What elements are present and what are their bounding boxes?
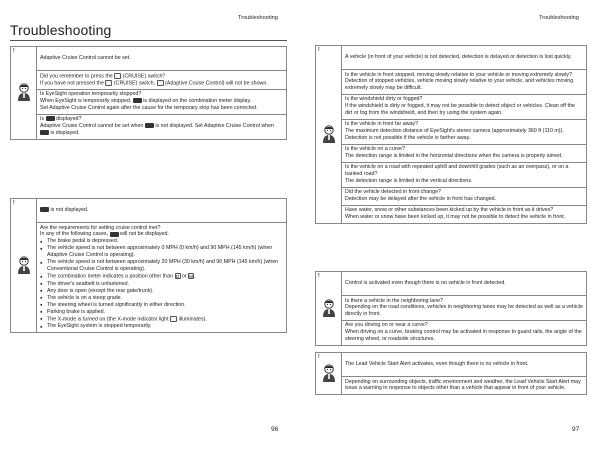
right-page (300, 0, 600, 450)
check-title: Is the vehicle on a curve? (345, 146, 406, 153)
symptom-text: is not displayed. (50, 207, 89, 213)
check-text: Depending on the road conditions, vehicles in neighboring lanes may be detected as well as a vehicle directly in front. (345, 304, 583, 318)
symptom-icon-cell (316, 272, 342, 346)
check-title: Are you driving on or near a curve? (345, 322, 428, 329)
symptom-icon-cell (316, 353, 342, 395)
check-text: When driving on a curve, braking control may be activated in response to guard rails, the angle of the steering wheel, or roadside structures. (345, 329, 582, 343)
list-item: ● The steering wheel is turned significantly in either direction. (40, 302, 283, 309)
eyesight-stop-icon (133, 98, 142, 103)
check-text: is not displayed. Set Adaptive Cruise Control when (155, 123, 274, 130)
symptom-text (37, 199, 287, 223)
list-item-text: illuminates). (178, 316, 207, 323)
check-text: Did you remember to press the (40, 72, 113, 79)
running-head: Troubleshooting (238, 15, 278, 21)
list-item-text: The X-mode is turned on (the X-mode indicator light (47, 316, 169, 323)
check-title: Is the vehicle in front stopped, moving slowly relative to your vehicle or moving extremely slowly? (345, 71, 572, 78)
check-row (342, 296, 587, 321)
check-text: If the windshield is dirty or fogged, it may not be possible to detect object or vehicles. Clean off the dirt or fog from the windshield, and then try using the system again. (345, 103, 575, 117)
warning-icon: ! (13, 48, 15, 54)
list-item: ● The vehicle speed is not between approximately 0 MPH (0 km/h) and 90 MPH (145 km/h) (when Adaptive Cruise Control is operating). (40, 245, 283, 259)
cruise-switch-icon (114, 73, 121, 79)
check-row (342, 205, 587, 223)
check-title: Have water, snow or other substances been kicked up by the vehicle in front as it drives? (345, 207, 554, 214)
list-item: ● The driver's seatbelt is unfastened. (40, 281, 283, 288)
check-row (342, 94, 587, 119)
warning-icon: ! (13, 200, 15, 206)
check-text: The detection range is limited in the horizontal directions when the camera is properly aimed. (345, 153, 563, 160)
set-indicator-icon (110, 232, 119, 237)
requirements-list (40, 238, 283, 330)
check-title: Did the vehicle detected in front change? (345, 189, 441, 196)
check-row (342, 320, 587, 345)
person-thinking-icon (321, 298, 337, 318)
set-indicator-icon (40, 130, 49, 135)
xmode-indicator-icon (170, 316, 177, 322)
check-title: displayed? (56, 116, 82, 123)
check-row (37, 114, 287, 139)
check-text: The maximum detection distance of EyeSight's stereo camera (approximately 360 ft (110 m)). Detection is not possible if the vehicle is farther away. (345, 128, 564, 142)
adaptive-cruise-icon (157, 80, 164, 86)
troubleshooting-table-1 (10, 46, 287, 140)
check-row (37, 71, 287, 90)
page-number: 97 (572, 426, 580, 433)
list-item-text: or (182, 273, 187, 280)
list-item: ● Any door is open (except the rear gate/trunk). (40, 288, 283, 295)
check-text: If you have not pressed the (40, 80, 104, 87)
list-item: ● The brake pedal is depressed. (40, 238, 283, 245)
page-number: 96 (271, 426, 279, 433)
check-row (342, 377, 587, 395)
check-text: Adaptive Cruise Control cannot be set when (40, 123, 144, 130)
check-row (37, 223, 287, 333)
check-text: The detection range is limited in the vertical directions. (345, 178, 473, 185)
check-row (342, 144, 587, 162)
check-text: (CRUISE) switch, (113, 80, 156, 87)
set-indicator-icon (46, 116, 55, 121)
check-text: When EyeSight is temporarily stopped, (40, 98, 132, 105)
person-thinking-icon (16, 255, 32, 275)
person-thinking-icon (321, 363, 337, 383)
list-item: ● Parking brake is applied. (40, 309, 283, 316)
check-text: When water or snow have been kicked up, it may not be possible to detect the vehicle in front. (345, 214, 566, 221)
check-row (37, 89, 287, 114)
list-item: ● The combination meter indicates a position other than D or M. (40, 273, 283, 280)
check-title: Are the requirements for setting cruise control met? (40, 224, 161, 231)
check-row (342, 119, 587, 144)
symptom-text: A vehicle (in front of your vehicle) is not detected, detection is delayed or detection is lost quickly. (342, 46, 587, 70)
warning-icon: ! (318, 273, 320, 279)
list-item: ● The EyeSight system is stopped temporarily. (40, 323, 283, 330)
check-text: Depending on surrounding objects, traffic environment and weather, the Lead Vehicle Start Alert may issue a warning in response to objects other than a vehicle that appear in front of your vehicle. (345, 378, 581, 392)
check-text: is displayed. (50, 130, 80, 137)
running-head: Troubleshooting (539, 15, 579, 21)
check-text: Set Adaptive Cruise Control again after the cause for the temporary stop has been corrected. (40, 105, 258, 112)
check-row (342, 70, 587, 95)
title-divider (10, 40, 287, 41)
check-text: Detection of stopped vehicles, vehicle moving slowly relative to your vehicle, and vehicles moving extremely slowly may be difficult. (345, 78, 574, 92)
symptom-text: The Lead Vehicle Start Alert activates, even though there is no vehicle in front. (342, 353, 587, 377)
warning-icon: ! (318, 354, 320, 360)
troubleshooting-table-5 (315, 352, 587, 395)
troubleshooting-table-3 (315, 45, 587, 224)
set-indicator-icon (40, 207, 49, 212)
person-thinking-icon (321, 124, 337, 144)
warning-icon: ! (318, 47, 320, 53)
check-title: Is the windshield dirty or fogged? (345, 96, 423, 103)
symptom-icon-cell (316, 46, 342, 224)
troubleshooting-table-4 (315, 271, 587, 346)
list-item: ● The vehicle speed is not between approximately 20 MPH (30 km/h) and 90 MPH (145 km/h) (when Conventional Cruise Control is operating). (40, 259, 283, 273)
gear-d-icon: D (175, 274, 180, 280)
gear-m-icon: M (189, 274, 194, 280)
symptom-text: Control is activated even though there is no vehicle in front detected. (342, 272, 587, 296)
person-thinking-icon (16, 82, 32, 102)
check-title: Is (40, 116, 45, 123)
check-text: Detection may be delayed after the vehicle in front has changed. (345, 196, 497, 203)
check-row (342, 187, 587, 205)
check-row (342, 162, 587, 187)
check-text: will not be displayed. (120, 231, 169, 238)
check-title: Is there a vehicle in the neighboring lane? (345, 297, 444, 304)
list-item-text: The combination meter indicates a position other than (47, 273, 174, 280)
symptom-icon-cell (11, 199, 37, 333)
check-text: is displayed on the combination meter display. (143, 98, 252, 105)
check-text: In any of the following cases, (40, 231, 109, 238)
check-text: (CRUISE) switch? (122, 72, 166, 79)
set-indicator-icon (145, 123, 154, 128)
check-title: Is the vehicle in front far away? (345, 121, 419, 128)
troubleshooting-table-2 (10, 198, 287, 333)
check-title: Is EyeSight operation temporarily stopped? (40, 91, 142, 98)
list-item: ● The vehicle is on a steep grade. (40, 295, 283, 302)
list-item (40, 316, 283, 323)
cruise-switch-icon (105, 80, 112, 86)
symptom-text: Adaptive Cruise Control cannot be set. (37, 47, 287, 71)
check-text: (Adaptive Cruise Control) will not be shown. (165, 80, 268, 87)
symptom-icon-cell (11, 47, 37, 140)
check-title: Is the vehicle on a road with repeated uphill and downhill grades (such as an overpass), or on a banked road? (345, 164, 569, 178)
page-title: Troubleshooting (10, 22, 112, 38)
